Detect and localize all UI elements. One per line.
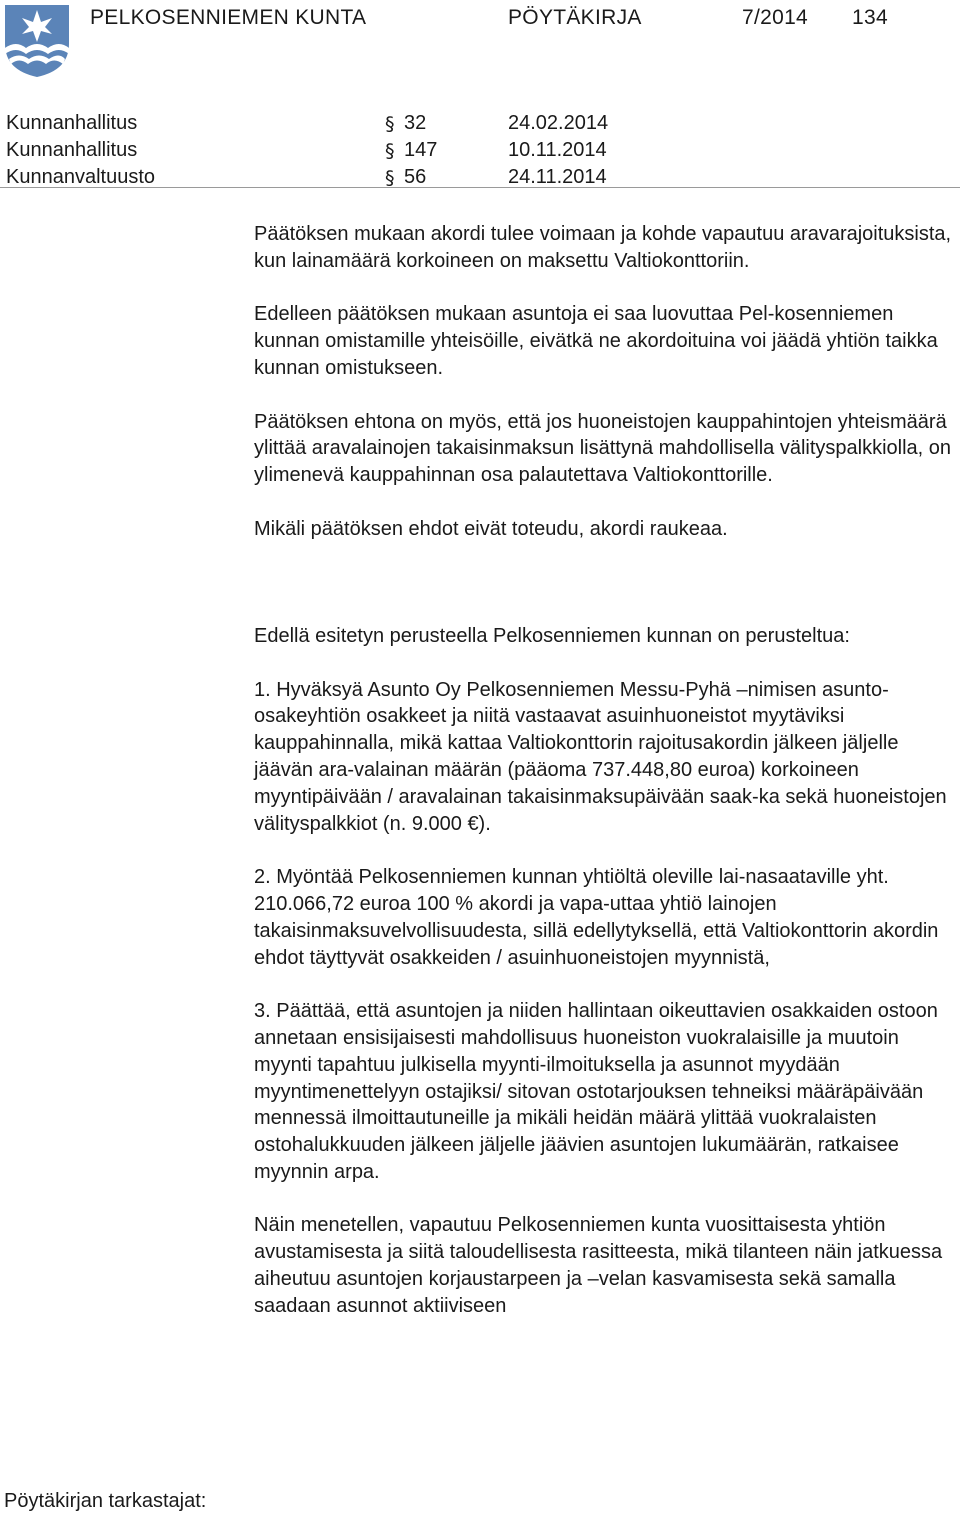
- municipality-name: PELKOSENNIEMEN KUNTA: [90, 6, 367, 29]
- meeting-number: 7/2014: [742, 6, 809, 29]
- section-sign-icon: [384, 141, 398, 161]
- history-body: Kunnanhallitus: [6, 139, 138, 161]
- closing-paragraph: Näin menetellen, vapautuu Pelkosenniemen kunta vuosittaisesta yhtiön avustamisesta ja siitä taloudellisesta rasitteesta, mikä tilanteen näin jatkuessa aiheutuu asuntojen korjaustarpeen ja –velan kasvamisesta sekä samalla saadaan asunnot aktiiviseen: [254, 1214, 943, 1317]
- section-gap: [254, 569, 956, 623]
- inspectors-label: Pöytäkirjan tarkastajat:: [4, 1490, 207, 1512]
- paragraph: Päätöksen ehtona on myös, että jos huoneistojen kauppahintojen yhteismäärä ylittää aravalainojen takaisinmaksun lisättynä mahdollisella välityspalkkiolla, on ylimenevä kauppahinnan osa palautettava Valtiokonttorille.: [254, 410, 952, 487]
- section-sign-icon: [384, 114, 398, 134]
- history-date: 24.02.2014: [508, 112, 609, 134]
- svg-text:§: §: [385, 114, 395, 134]
- decision-history: [6, 110, 960, 191]
- decision-item: 2. Myöntää Pelkosenniemen kunnan yhtiöltä oleville lai-nasaataville yht. 210.066,72 euroa 100 % akordi ja vapa-uttaa yhtiö lainojen takaisinmaksuvelvollisuudesta, sillä edellytyksellä, että Valtiokonttorin akordin ehdot täyttyvät osakkeiden / asuinhuoneistojen myynnistä,: [254, 866, 939, 969]
- coat-of-arms-icon: [4, 4, 70, 78]
- section-sign-icon: [384, 168, 398, 188]
- header-divider: [0, 187, 960, 188]
- history-section: 56: [404, 166, 427, 188]
- decision-item: 3. Päättää, että asuntojen ja niiden hallintaan oikeuttavien osakkaiden ostoon annetaan ensisijaisesti mahdollisuus huoneiston vuokralaisille ja muutoin myynti tapahtuu julkisella myynti-ilmoituksella ja asunnot myydään myyntimenettelyyn ostajiksi/ sitovan ostotarjouksen tehneiksi määräpäivään mennessä ilmoittautuneille ja mikäli heidän määrä ylittää vuokralaisten ostohalukkuuden jälkeen jäljelle jäävien asuntojen lukumäärän, ratkaisee myynnin arpa.: [254, 1000, 938, 1183]
- history-body: Kunnanvaltuusto: [6, 166, 156, 188]
- history-section: 147: [404, 139, 438, 161]
- svg-text:§: §: [385, 141, 395, 161]
- history-row: [6, 110, 960, 137]
- page-number: 134: [852, 6, 888, 29]
- history-body: Kunnanhallitus: [6, 112, 138, 134]
- paragraph: Mikäli päätöksen ehdot eivät toteudu, akordi raukeaa.: [254, 517, 728, 540]
- document-type: PÖYTÄKIRJA: [508, 6, 642, 29]
- history-section: 32: [404, 112, 427, 134]
- minutes-body: [254, 221, 956, 1346]
- history-date: 10.11.2014: [508, 139, 607, 161]
- svg-text:§: §: [385, 168, 395, 188]
- paragraph: Edelleen päätöksen mukaan asuntoja ei saa luovuttaa Pel-kosenniemen kunnan omistamille yhteisöille, eivätkä ne akordoituina voi jäädä yhtiön taikka kunnan omistukseen.: [254, 303, 938, 379]
- decision-intro: Edellä esitetyn perusteella Pelkosenniemen kunnan on perusteltua:: [254, 624, 850, 647]
- history-date: 24.11.2014: [508, 166, 607, 188]
- history-row: [6, 137, 960, 164]
- paragraph: Päätöksen mukaan akordi tulee voimaan ja kohde vapautuu aravarajoituksista, kun lainamäärä korkoineen on maksettu Valtiokonttoriin.: [254, 223, 952, 272]
- decision-item: 1. Hyväksyä Asunto Oy Pelkosenniemen Messu-Pyhä –nimisen asunto-osakeyhtiön osakkeet ja niitä vastaavat asuinhuoneistot myytäviksi kauppahinnalla, mikä kattaa Valtiokonttorin rajoitusakordin jälkeen jäljelle jäävän ara-valainan määrän (pääoma 737.448,80 euroa) korkoineen myyntipäivään / aravalainan takaisinmaksupäivään saak-ka sekä huoneistojen välityspalkkiot (n. 9.000 €).: [254, 678, 947, 835]
